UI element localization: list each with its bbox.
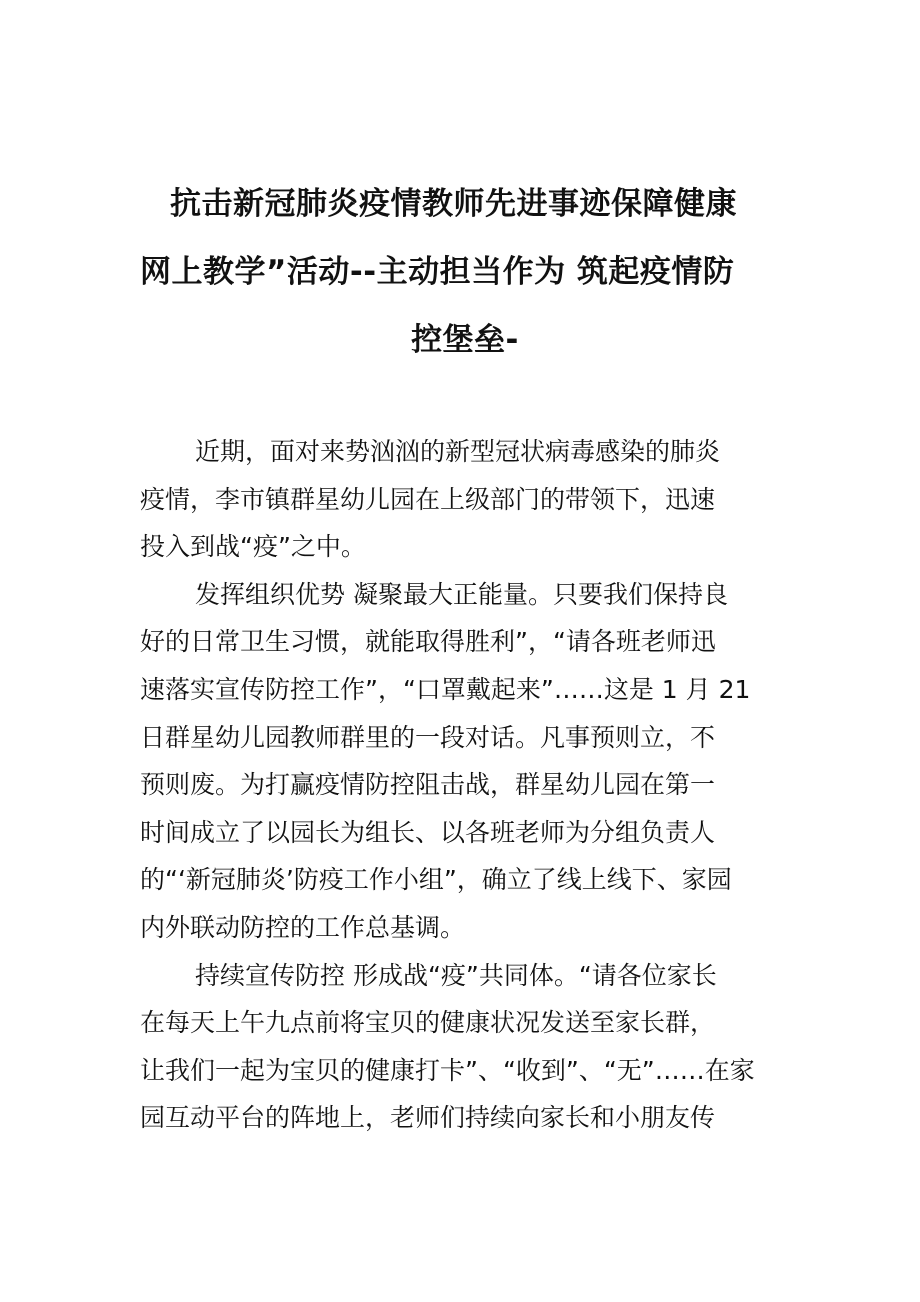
paragraph-line: 预则废。为打赢疫情防控阻击战，群星幼儿园在第一 <box>140 770 716 800</box>
paragraph-line: 的“‘新冠肺炎’防疫工作小组”，确立了线上线下、家园 <box>140 865 732 895</box>
paragraph-line: 近期，面对来势汹汹的新型冠状病毒感染的肺炎 <box>195 437 721 466</box>
paragraph-line: 投入到战“疫”之中。 <box>140 532 366 562</box>
paragraph-line: 日群星幼儿园教师群里的一段对话。凡事预则立，不 <box>140 722 716 752</box>
paragraph-line: 发挥组织优势 凝聚最大正能量。只要我们保持良 <box>195 579 728 609</box>
title-line: 抗击新冠肺炎疫情教师先进事迹保障健康 <box>170 186 737 222</box>
document-body <box>140 428 785 1142</box>
title-line: 控堡垒- <box>411 322 519 358</box>
document-title <box>140 170 790 374</box>
paragraph-line: 时间成立了以园长为组长、以各班老师为分组负责人 <box>140 817 716 847</box>
paragraph-line: 让我们一起为宝贝的健康打卡”、“收到”、“无”……在家 <box>140 1055 755 1085</box>
title-line: 网上教学”活动--主动担当作为 筑起疫情防 <box>140 254 735 290</box>
paragraph-line: 速落实宣传防控工作”，“口罩戴起来”……这是 1 月 21 <box>140 674 751 704</box>
paragraph-line: 园互动平台的阵地上，老师们持续向家长和小朋友传 <box>140 1103 716 1133</box>
paragraph-line: 内外联动防控的工作总基调。 <box>140 912 466 942</box>
paragraph-line: 好的日常卫生习惯，就能取得胜利”，“请各班老师迅 <box>140 627 716 657</box>
paragraph-line: 持续宣传防控 形成战“疫”共同体。“请各位家长 <box>195 960 717 990</box>
paragraph-line: 在每天上午九点前将宝贝的健康状况发送至家长群， <box>140 1008 716 1038</box>
paragraph-line: 疫情，李市镇群星幼儿园在上级部门的带领下，迅速 <box>140 484 716 514</box>
